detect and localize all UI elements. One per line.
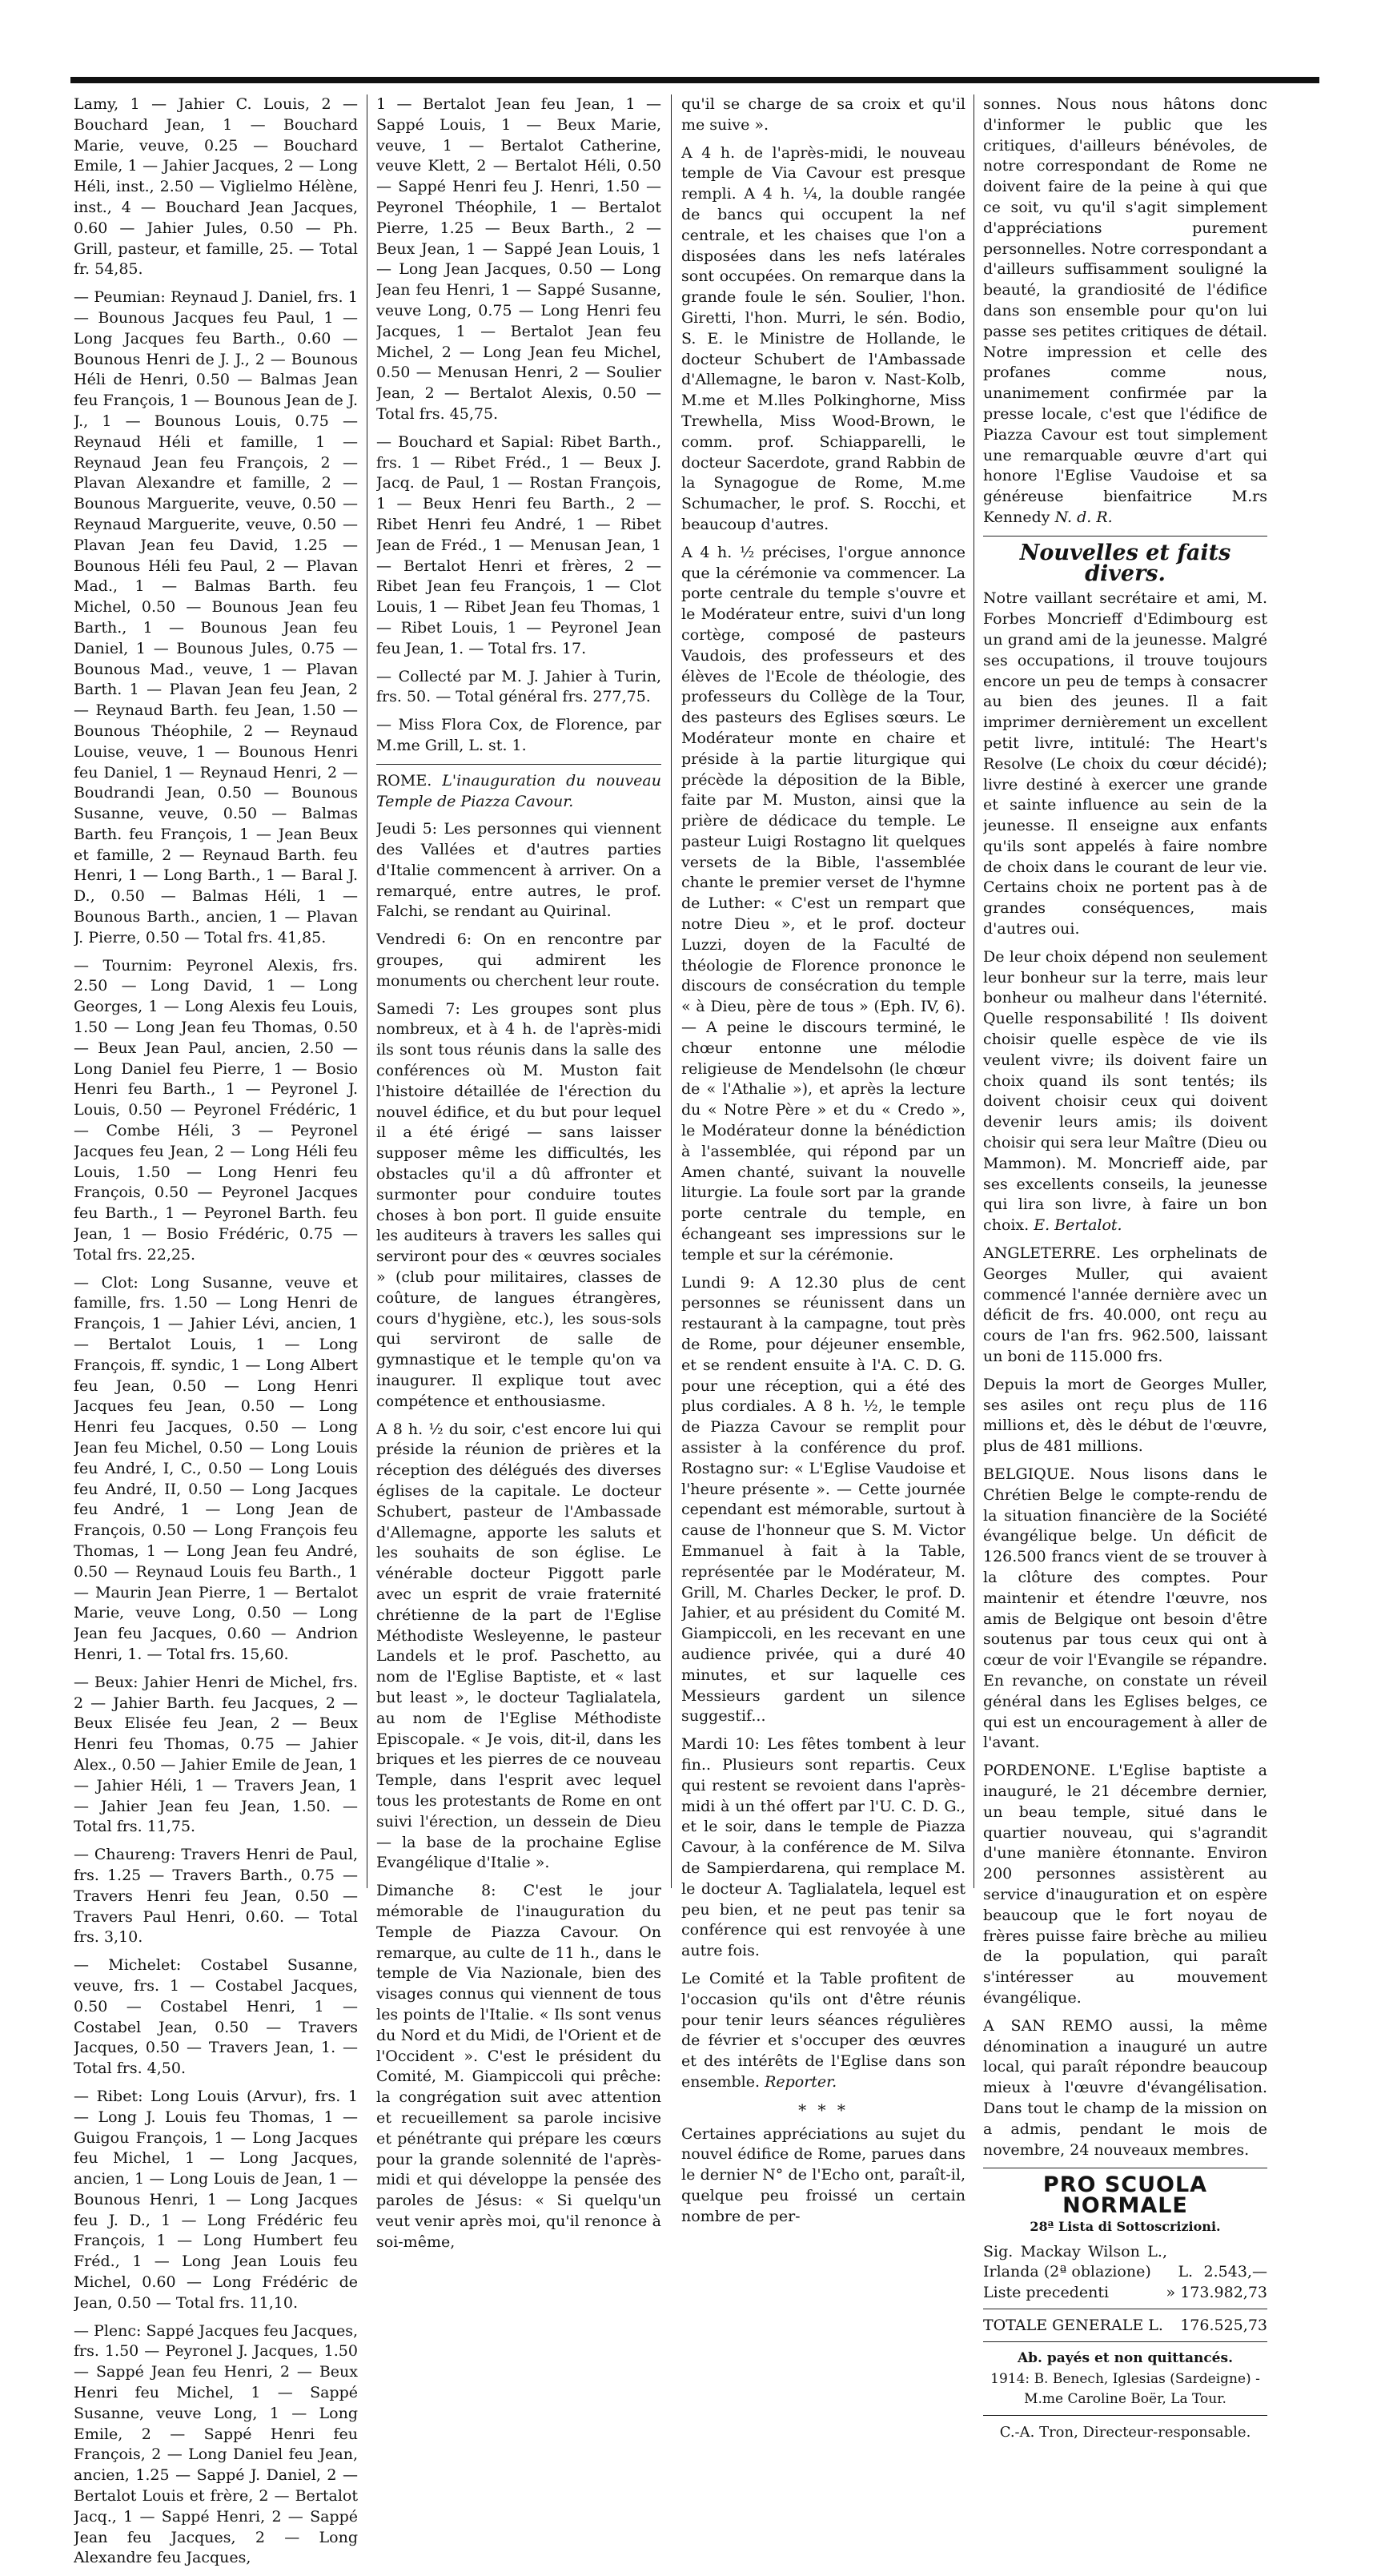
paragraph: Certaines appréciations au sujet du nouvel édifice de Rome, parues dans le dernier N° de l'Echo ont, paraît-il, quelque peu froissé un certain nombre de per- [681,2124,966,2225]
paragraph: — Beux: Jahier Henri de Michel, frs. 2 — Jahier Barth. feu Jacques, 2 — Beux Elisée feu Jean, 2 — Beux Henri feu Thomas, 0.75 — Jahier Alex., 0.50 — Jahier Emile de Jean, 1 — Jahier Héli, 1 — Travers Jean, 1 — Jahier Jean feu Jean, 1.50. — Total frs. 11,75. [74,1673,358,1836]
paragraph: — Clot: Long Susanne, veuve et famille, frs. 1.50 — Long Henri de François, 1 — Jahier Lévi, ancien, 1 — Bertalot Louis, 1 — Long François, ff. syndic, 1 — Long Albert feu Jean, 0.50 — Long Henri Jacques feu Jean, 0.50 — Long Henri feu Jacques, 0.50 — Long Jean feu Michel, 0.50 — Long Louis feu André, I, C., 0.50 — Long Louis feu André, II, 0.50 — Long Jacques feu André, 1 — Long Jean de François, 0.50 — Long François feu Thomas, 1 — Long Jean feu André, 0.50 — Reynaud Louis feu Barth., 1 — Maurin Jean Pierre, 1 — Bertalot Marie, veuve Long, 0.50 — Long Jean feu Jacques, 0.60 — Andrion Henri, 1. — Total frs. 15,60. [74,1273,358,1663]
paragraph: — Chaureng: Travers Henri de Paul, frs. 1.25 — Travers Barth., 0.75 — Travers Henri feu Jean, 0.50 — Travers Paul Henri, 0.60. — Total frs. 3,10. [74,1846,358,1947]
column-divider [671,94,672,1888]
subscriber-name: Liste precedenti [983,2284,1110,2302]
paragraph-text: De leur choix dépend non seulement leur bonheur sur la terre, mais leur bonheur ou malheur dans l'éternité. Quelle responsabilité ! Ils doivent choisir quelle espèce de vie ils veulent vivre; ils doivent faire un choix quand ils sont tentés; ils doivent choisir ceux qui doivent devenir leurs amis; ils doivent choisir qui sera leur Maître (Dieu ou Mammon). M. Moncrieff aide, par ses excellents conseils, la jeunesse qui lira son livre, à faire un bon choix. [983,947,1267,1235]
signature: Reporter. [765,2072,837,2091]
paragraph: Jeudi 5: Les personnes qui viennent des Vallées et d'autres parties d'Italie commencent à arriver. On a remarqué, entre autres, le prof. Falchi, se rendant au Quirinal. [376,820,661,921]
divider [983,2415,1267,2416]
paragraph: — Ribet: Long Louis (Arvur), frs. 1 — Long J. Louis feu Thomas, 1 — Guigou François, 1 — Long Jacques feu Michel, 1 — Long Jacques, ancien, 1 — Long Louis de Jean, 1 — Bounous Henri, 1 — Long Jacques feu J. D., 1 — Long Frédéric feu François, 1 — Long Humbert feu Fréd., 1 — Long Jean Louis feu Michel, 0.60 — Long Frédéric de Jean, 0.50 — Total frs. 11,10. [74,2087,358,2312]
paragraph: 1 — Bertalot Jean feu Jean, 1 — Sappé Louis, 1 — Beux Marie, veuve, 1 — Bertalot Catherine, veuve Klett, 2 — Bertalot Héli, 0.50 — Sappé Henri feu J. Henri, 1.50 — Peyronel Théophile, 1 — Bertalot Pierre, 1.25 — Beux Barth., 2 — Beux Jean, 1 — Sappé Jean Louis, 1 — Long Jean Jacques, 0.50 — Long Jean feu Henri, 1 — Sappé Susanne, veuve Long, 0.75 — Long Henri feu Jacques, 1 — Bertalot Jean feu Michel, 2 — Long Jean feu Michel, 0.50 — Menusan Henri, 2 — Soulier Jean, 2 — Bertalot Alexis, 0.50 — Total frs. 45,75. [376,95,661,423]
paragraph: Samedi 7: Les groupes sont plus nombreux, et à 4 h. de l'après-midi ils sont tous réunis dans la salle des conférences où M. Muston fait l'histoire détaillée de l'érection du nouvel édifice, et du but pour lequel il a été érigé — sans laisser supposer même les difficultés, les obstacles qu'il a dû affronter et surmonter pour conduire toutes choses à bon port. Il guide ensuite les auditeurs à travers les salles qui serviront pour des « œuvres sociales » (club pour militaires, classes de coûture, de langues étrangères, cours d'hygiène, etc.), les sous-sols qui serviront de salle de gymnastique et le temple qu'on va inaugurer. Il explique tout avec compétence et enthousiasme. [376,999,661,1410]
amount: » 173.982,73 [1166,2284,1267,2302]
paragraph [983,94,1267,528]
rome-title: L'inauguration du nouveau Temple de Piazza Cavour. [376,771,661,810]
paragraph: — Bouchard et Sapial: Ribet Barth., frs. 1 — Ribet Fréd., 1 — Beux J. Jacq. de Paul, 1 — Rostan François, 1 — Beux Henri feu Barth., 2 — Ribet Henri feu André, 1 — Ribet Jean de Fréd., 1 — Menusan Jean, 1 — Bertalot Henri et frères, 2 — Ribet Jean feu François, 1 — Clot Louis, 1 — Ribet Jean feu Thomas, 1 — Ribet Louis, 1 — Peyronel Jean feu Jean, 1. — Total frs. 17. [376,432,661,657]
paragraph: PORDENONE. L'Eglise baptiste a inauguré, le 21 décembre dernier, un beau temple, situé dans le quartier nouveau, qui s'agrandit d'une manière étonnante. Environ 200 personnes assistèrent au service d'inauguration et on espère beaucoup que le fort noyau de frères puisse faire brèche au milieu de la population, qui paraît s'intéresser au mouvement évangélique. [983,1762,1267,2007]
subscriptions-heading: Ab. payés et non quittancés. [1017,2349,1233,2366]
paragraph: Depuis la mort de Georges Muller, ses asiles ont reçu plus de 116 millions et, dès le début de l'œuvre, plus de 481 millions. [983,1375,1267,1456]
column-3 [681,94,966,2234]
paragraph: — Collecté par M. J. Jahier à Turin, frs. 50. — Total général frs. 277,75. [376,667,661,706]
subscriptions-line: 1914: B. Benech, Iglesias (Sardeigne) - M.me Caroline Boër, La Tour. [990,2370,1260,2408]
paragraph: — Plenc: Sappé Jacques feu Jacques, frs. 1.50 — Peyronel J. Jacques, 1.50 — Sappé Jean feu Henri, 2 — Beux Henri feu Michel, 1 — Sappé Susanne, veuve Long, 1 — Long Emile, 2 — Sappé Henri feu François, 2 — Long Daniel feu Jean, ancien, 1.25 — Sappé J. Daniel, 2 — Bertalot Louis et frère, 2 — Bertalot Jacq., 1 — Sappé Henri, 2 — Sappé Jean feu Jacques, 2 — Long Alexandre feu Jacques, [74,2321,358,2567]
paragraph: — Michelet: Costabel Susanne, veuve, frs. 1 — Costabel Jacques, 0.50 — Costabel Henri, 1 — Costabel Jean, 0.50 — Travers Jacques, 0.50 — Travers Jean, 1. — Total frs. 4,50. [74,1956,358,2078]
separator-stars: * * * [798,2100,849,2120]
pro-scuola-subtitle: 28ª Lista di Sottoscrizioni. [1030,2218,1221,2234]
signature: E. Bertalot. [1034,1216,1122,1235]
paragraph: A 4 h. de l'après-midi, le nouveau temple de Via Cavour est presque rempli. A 4 h. ¼, la double rangée de bancs qui occupent la nef centrale, et les chaises que l'on a disposées dans les nefs latérales sont occupées. On remarque dans la grande foule le sén. Soulier, l'hon. Giretti, l'hon. Murri, le sén. Bodio, S. E. le Ministre de Hollande, le docteur Schubert de l'Ambassade d'Allemagne, le baron v. Nast-Kolb, M.me et M.lles Polkinghorne, Miss Trewhella, Miss Wood-Brown, le comm. prof. Schiapparelli, le docteur Sacerdote, grand Rabbin de la Synagogue de Rome, M.me Schumacher, le prof. S. Rocchi, et beaucoup d'autres. [681,143,966,533]
amount: 2.543,— [1203,2263,1267,2281]
pro-scuola-title: PRO SCUOLA NORMALE [1042,2172,1208,2219]
paragraph: — Miss Flora Cox, de Florence, par M.me Grill, L. st. 1. [376,716,661,754]
paragraph: Lamy, 1 — Jahier C. Louis, 2 — Bouchard Jean, 1 — Bouchard Marie, veuve, 0.25 — Bouchard Emile, 1 — Jahier Jacques, 2 — Long Héli, inst., 2.50 — Viglielmo Hélène, inst., 4 — Bouchard Jean Jacques, 0.60 — Jahier Jules, 0.50 — Ph. Grill, pasteur, et famille, 25. — Total fr. 54,85. [74,95,358,279]
paragraph-text: sonnes. Nous nous hâtons donc d'informer le public que les critiques, d'ailleurs bénévoles, de notre correspondant de Rome ne doivent faire de la peine à qui que ce soit, vu qu'il s'agit simplement d'appréciations purement personnelles. Notre correspondant a d'ailleurs suffisamment souligné la beauté, la grandiosité de l'édifice dans son ensemble pour qu'on lui passe ses petites critiques de détail. Notre impression et celle des profanes comme nous, unanimement confirmée par la presse locale, c'est que l'édifice de Piazza Cavour est tout simplement une remarquable œuvre d'art qui honore l'Eglise Vaudoise et sa généreuse bienfaitrice M.rs Kennedy [983,95,1267,526]
paragraph: — Peumian: Reynaud J. Daniel, frs. 1 — Bounous Jacques feu Paul, 1 — Long Jacques feu Barth., 0.60 — Bounous Henri de J. J., 2 — Bounous Héli de Henri, 0.50 — Balmas Jean feu François, 1 — Bounous Jean de J. J., 1 — Bounous Louis, 0.75 — Reynaud Héli et famille, 1 — Reynaud Jean feu François, 2 — Plavan Alexandre et famille, 2 — Bounous Marguerite, veuve, 0.50 — Reynaud Marguerite, veuve, 0.50 — Plavan Jean feu David, 1.25 — Bounous Héli feu Paul, 2 — Plavan Mad., 1 — Balmas Barth. feu Michel, 0.50 — Bounous Jean feu Barth., 1 — Bounous Jean feu Daniel, 1 — Bounous Jules, 0.75 — Bounous Mad., veuve, 1 — Plavan Barth. 1 — Plavan Jean feu Jean, 2 — Reynaud Barth. feu Jean, 1.50 — Bounous Théophile, 2 — Reynaud Louise, veuve, 1 — Bounous Henri feu Daniel, 1 — Reynaud Henri, 2 — Boudrandi Jean, 0.50 — Bounous Susanne, veuve, 0.50 — Balmas Barth. feu François, 1 — Jean Beux et famille, 2 — Reynaud Barth. feu Henri, 1 — Long Barth., 1 — Baral J. D., 0.50 — Balmas Héli, 1 — Bounous Barth., ancien, 1 — Plavan J. Pierre, 0.50 — Total frs. 41,85. [74,288,358,946]
paragraph: BELGIQUE. Nous lisons dans le Chrétien Belge le compte-rendu de la situation financière de la Société évangélique belge. Un déficit de 126.500 francs vient de se trouver à la clôture des comptes. Pour maintenir et étendre l'œuvre, nos amis de Belgique ont besoin d'être soutenus par tous ceux qui ont à cœur de voir l'Evangile se répandre. En revanche, on constate un réveil général dans les Eglises belges, ce qui est un encouragement à aller de l'avant. [983,1465,1267,1752]
total-row [983,2316,1267,2337]
divider [983,2341,1267,2342]
total-amount: 176.525,73 [1180,2317,1267,2335]
paragraph: Lundi 9: A 12.30 plus de cent personnes se réunissent dans un restaurant à la campagne, tout près de Rome, pour déjeuner ensemble, et se rendent ensuite à l'A. C. D. G. pour une réception, qui a été des plus cordiales. A 8 h. ½, le temple de Piazza Cavour se remplit pour assister à la conférence du prof. Rostagno sur: « L'Eglise Vaudoise et l'heure présente ». — Cette journée cependant est mémorable, surtout à cause de l'honneur que S. M. Victor Emmanuel à fait à la Table, représentée par le Modérateur, M. Grill, M. Charles Decker, le prof. D. Jahier, et au président du Comité M. Giampiccoli, en les recevant en une audience privée, qui a duré 40 minutes, et sur laquelle ces Messieurs gardent un silence suggestif... [681,1273,966,1726]
rome-section-heading [376,771,661,813]
paragraph: Notre vaillant secrétaire et ami, M. Forbes Moncrieff d'Edimbourg est un grand ami de la jeunesse. Malgré ses occupations, il trouve toujours encore un peu de temps à consacrer au bien des jeunes. Il a fait imprimer dernièrement un excellent petit livre, intitulé: The Heart's Resolve (Le choix du cœur décidé); livre destiné à exercer une grande et sainte influence au sein de la jeunesse. Il enseigne aux enfants qu'ils sont appelés à faire nombre de choix dans le courant de leur vie. Certains choix ne portent pas à de grandes conséquences, mais d'autres oui. [983,589,1267,938]
column-4 [983,94,1267,2443]
rome-label: ROME. [376,771,432,790]
paragraph-text: Le Comité et la Table profitent de l'occasion qu'ils ont d'être réunis pour tenir leurs séances régulières de février et s'occuper des œuvres et des intérêts de l'Eglise dans son ensemble. [681,1969,966,2091]
signature: N. d. R. [1054,508,1113,526]
paragraph: Dimanche 8: C'est le jour mémorable de l'inauguration du Temple de Piazza Cavour. On remarque, au culte de 11 h., dans le temple de Via Nazionale, bien des visages connus qui viennent de tous les points de l'Italie. « Ils sont venus du Nord et du Midi, de l'Orient et de l'Occident ». C'est le président du Comité, M. Giampiccoli qui prêche: la congrégation suit avec attention et recueillement sa parole incisive et pénétrante qui prépare les cœurs pour la grande solennité de l'après-midi et qui développe la pensée des paroles de Jésus: « Si quelqu'un veut venir après moi, qu'il renonce à soi-même, [376,1882,661,2251]
news-heading: Nouvelles et faits divers. [1019,540,1231,586]
total-label: TOTALE GENERALE L. [983,2317,1163,2335]
paragraph: — Tournim: Peyronel Alexis, frs. 2.50 — Long David, 1 — Long Georges, 1 — Long Alexis feu Louis, 1.50 — Long Jean feu Thomas, 0.50 — Beux Jean Paul, ancien, 2.50 — Long Daniel feu Pierre, 1 — Bosio Henri feu Barth., 1 — Peyronel J. Louis, 0.50 — Peyronel Frédéric, 1 — Combe Héli, 3 — Peyronel Jacques feu Jean, 2 — Long Héli feu Louis, 1.50 — Long Henri feu François, 0.50 — Peyronel Jacques feu Barth., 1 — Peyronel Barth. feu Jean, 1 — Bosio Frédéric, 0.75 — Total frs. 22,25. [74,956,358,1264]
paragraph: Mardi 10: Les fêtes tombent à leur fin.. Plusieurs sont repartis. Ceux qui restent se revoient dans l'après-midi à un thé offert par l'U. C. D. G., et le soir, dans le temple de Piazza Cavour, à la conférence de M. Silva de Sampierdarena, qui remplace M. le docteur A. Taglialatela, lequel est peu bien, et ne peut pas tenir sa conférence qui est renvoyée à une autre fois. [681,1735,966,1960]
top-rule [70,77,1319,83]
footer-director: C.-A. Tron, Directeur-responsable. [999,2424,1251,2441]
subscription-row [983,2242,1267,2284]
paragraph [681,1969,966,2093]
paragraph: ANGLETERRE. Les orphelinats de Georges Muller, qui avaient commencé l'année dernière avec un déficit de frs. 40.000, ont reçu au cours de l'an frs. 962.500, laissant un boni de 115.000 frs. [983,1244,1267,1366]
paragraph: Vendredi 6: On en rencontre par groupes, qui admirent les monuments ou cherchent leur route. [376,930,661,990]
paragraph: A 8 h. ½ du soir, c'est encore lui qui préside la réunion de prières et la réception des délégués des diverses églises de la capitale. Le docteur Schubert, pasteur de l'Ambassade d'Allemagne, apporte les saluts et les souhaits de son église. Le vénérable docteur Piggott parle avec un esprit de vraie fraternité chrétienne de la part de l'Eglise Méthodiste Wesleyenne, le pasteur Landels et le prof. Paschetto, au nom de l'Eglise Baptiste, et « last but least », le docteur Taglialatela, au nom de l'Eglise Méthodiste Episcopale. « Je vois, dit-il, dans les briques et les pierres de ce nouveau Temple, dans l'esprit avec lequel tous les protestants de Rome en ont suivi l'érection, un dessein de Dieu — la base de la prochaine Eglise Evangélique d'Italie ». [376,1420,661,1872]
subscription-row [983,2283,1267,2304]
paragraph: A SAN REMO aussi, la même dénomination a inauguré un autre local, qui paraît répondre beaucoup mieux à l'œuvre d'évangélisation. Dans tout le champ de la mission on a admis, pendant le mois de novembre, 24 nouveaux membres. [983,2016,1267,2159]
paragraph: A 4 h. ½ précises, l'orgue annonce que la cérémonie va commencer. La porte centrale du temple s'ouvre et le Modérateur entre, suivi d'un long cortège, composé de pasteurs Vaudois, des professeurs et des élèves de l'Ecole de théologie, des professeurs du Collège de la Tour, des pasteurs des Eglises sœurs. Le Modérateur monte en chaire et préside à la partie liturgique qui précède la déposition de la Bible, faite par M. Muston, ainsi que la prière de dédicace du temple. Le pasteur Luigi Rostagno lit quelques versets de la Bible, l'assemblée chante le premier verset de l'hymne de Luther: « C'est un rempart que notre Dieu », et le prof. docteur Luzzi, doyen de la Faculté de théologie de Florence prononce le discours de consécration du temple « à Dieu, père de tous » (Eph. IV, 6). — A peine le discours terminé, le chœur entonne une mélodie religieuse de Mendelsohn (le chœur de « l'Athalie »), et après la lecture du « Notre Père » et du « Credo », le Modérateur donne la bénédiction à l'assemblée, qui répond par un Amen chanté, suivant la nouvelle liturgie. La foule sort par la grande porte centrale du temple, en échangeant ses impressions sur le temple et sur la cérémonie. [681,543,966,1264]
currency: L. [1178,2263,1194,2281]
column-2 [376,94,661,2260]
divider [376,764,661,765]
subscriber-name: Sig. Mackay Wilson L., Irlanda (2ª oblazione) [983,2242,1167,2281]
paragraph: qu'il se charge de sa croix et qu'il me suive ». [681,95,966,134]
column-1 [74,94,358,2576]
paragraph [983,947,1267,1236]
